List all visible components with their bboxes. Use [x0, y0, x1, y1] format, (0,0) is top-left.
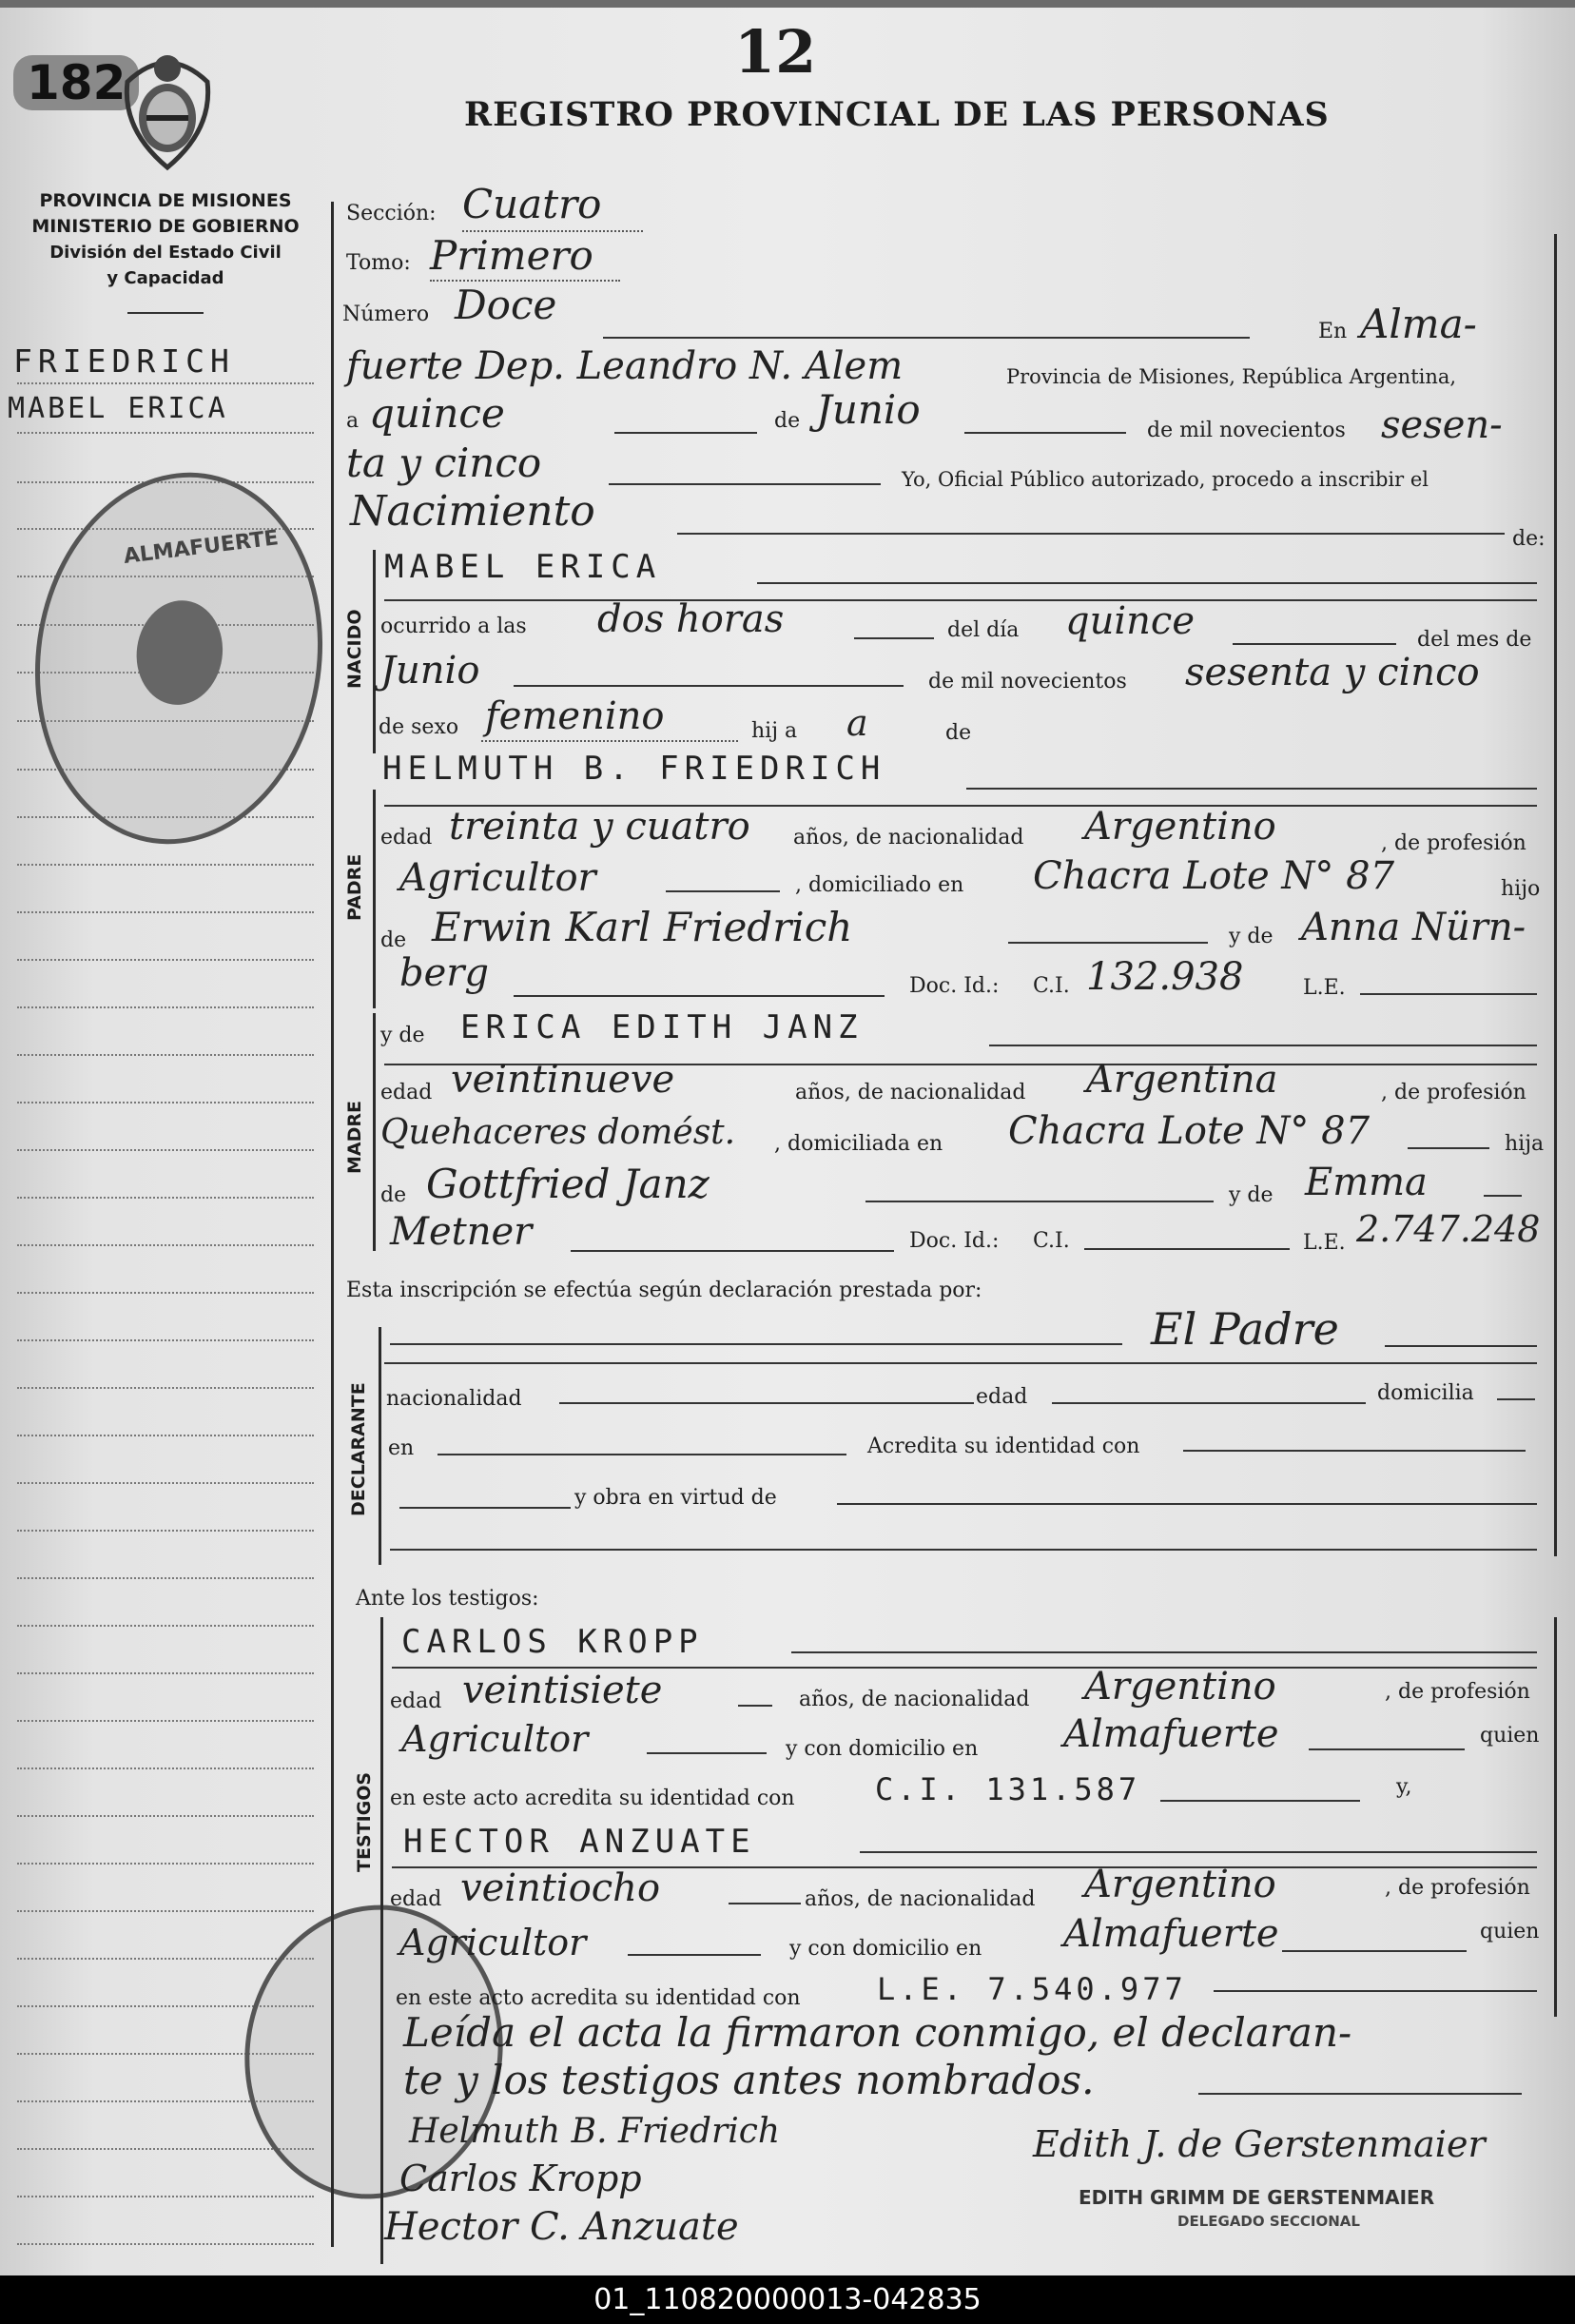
de-label-3: de	[945, 721, 972, 745]
dia-value: quince	[369, 390, 505, 437]
padre-nac-label: años, de nacionalidad	[793, 826, 1024, 850]
section-label-declarante: DECLARANTE	[348, 1382, 369, 1516]
t1-profesion: Agricultor	[401, 1718, 589, 1760]
anio-line-1: sesen-	[1381, 403, 1503, 447]
de-mil-label: de mil novecientos	[1147, 419, 1346, 442]
padre-doc-label: Doc. Id.:	[909, 974, 1000, 998]
anio-nac-value: sesenta y cinco	[1185, 651, 1480, 694]
page-title: REGISTRO PROVINCIAL DE LAS PERSONAS	[464, 95, 1330, 134]
decl-dom-label: domicilia	[1377, 1381, 1474, 1405]
t1-edad: veintisiete	[462, 1669, 663, 1712]
declaracion-label: Esta inscripción se efectúa según declaración prestada por:	[346, 1279, 982, 1302]
signature-oficial: Edith J. de Gerstenmaier	[1033, 2123, 1486, 2165]
tomo-value: Primero	[430, 232, 593, 279]
padre-dom-label: , domiciliado en	[795, 873, 964, 897]
padre-edad-label: edad	[380, 826, 433, 850]
signature-padre: Helmuth B. Friedrich	[409, 2112, 781, 2151]
madre-le-label: L.E.	[1303, 1231, 1346, 1255]
madre-nombre: ERICA EDITH JANZ	[460, 1008, 864, 1046]
signature-testigo-1: Carlos Kropp	[399, 2158, 642, 2199]
page-number: 12	[734, 17, 817, 87]
t1-edad-label: edad	[390, 1689, 442, 1713]
madre-ci-label: C.I.	[1033, 1229, 1070, 1253]
t1-nacionalidad: Argentino	[1084, 1665, 1276, 1709]
acto-value: Nacimiento	[350, 487, 595, 536]
closing-line-2: te y los testigos antes nombrados.	[403, 2057, 1095, 2103]
t2-domicilio: Almafuerte	[1063, 1912, 1279, 1956]
madre-nacionalidad: Argentina	[1086, 1058, 1278, 1102]
de-mil-label-2: de mil novecientos	[928, 670, 1127, 693]
sexo-value: femenino	[485, 694, 665, 738]
hij-letter: a	[846, 702, 868, 744]
madre-madre-1: Emma	[1305, 1161, 1428, 1204]
margin-given-names: MABEL ERICA	[8, 392, 228, 425]
numero-value: Doce	[455, 282, 557, 328]
official-seal-title: DELEGADO SECCIONAL	[1177, 2213, 1360, 2230]
padre-madre-2: berg	[399, 951, 490, 995]
t2-prof-label: , de profesión	[1385, 1876, 1530, 1900]
ministry-label: MINISTERIO DE GOBIERNO	[31, 216, 300, 237]
madre-madre-2: Metner	[390, 1210, 533, 1254]
province-heading	[17, 188, 314, 291]
a-label: a	[346, 409, 360, 433]
t2-quien-label: quien	[1480, 1920, 1540, 1943]
testigo2-nombre: HECTOR ANZUATE	[403, 1823, 756, 1861]
coat-of-arms-icon	[118, 44, 217, 179]
mes-value: Junio	[816, 386, 921, 433]
seccion-value: Cuatro	[462, 181, 602, 227]
margin-surname: FRIEDRICH	[13, 342, 235, 380]
division-label-2: y Capacidad	[107, 268, 224, 288]
del-mes-label: del mes de	[1417, 628, 1532, 652]
padre-hijo-label: hijo	[1501, 877, 1541, 901]
madre-padre: Gottfried Janz	[426, 1161, 710, 1207]
t2-dom-label: y con domicilio en	[789, 1937, 982, 1961]
image-id-footer: 01_110820000013-042835	[0, 2275, 1575, 2324]
official-seal-name: EDITH GRIMM DE GERSTENMAIER	[1079, 2186, 1435, 2209]
decl-en-label-visible: en	[388, 1436, 415, 1460]
lugar-line-1: Alma-	[1360, 301, 1477, 347]
padre-profesion: Agricultor	[399, 856, 596, 900]
t1-nac-label: años, de nacionalidad	[799, 1688, 1030, 1711]
declarante-value: El Padre	[1151, 1303, 1339, 1355]
sexo-label: de sexo	[379, 715, 459, 739]
section-label-padre: PADRE	[344, 853, 365, 921]
t2-edad-label: edad	[390, 1887, 442, 1911]
madre-prof-label: , de profesión	[1381, 1081, 1526, 1104]
de-colon-label: de:	[1512, 527, 1546, 551]
t1-doc: C.I. 131.587	[875, 1771, 1141, 1807]
nacido-nombre: MABEL ERICA	[384, 548, 662, 586]
stamp-emblem-icon	[130, 595, 229, 710]
t1-quien-label: quien	[1480, 1724, 1540, 1748]
t1-acto-label: en este acto acredita su identidad con	[390, 1787, 795, 1810]
dia-nac-value: quince	[1065, 599, 1195, 643]
ante-label: Ante los testigos:	[356, 1587, 539, 1611]
numero-label: Número	[342, 303, 430, 326]
closing-line-1: Leída el acta la firmaron conmigo, el declaran-	[403, 2009, 1352, 2056]
madre-dom-label: , domiciliada en	[774, 1132, 943, 1156]
padre-y-de-label: y de	[1229, 925, 1274, 948]
padre-nacionalidad: Argentino	[1084, 805, 1276, 849]
corner-number: 182	[13, 55, 139, 110]
en-label: En	[1318, 320, 1348, 343]
padre-ci: 132.938	[1086, 955, 1244, 999]
madre-de-label: de	[380, 1183, 407, 1207]
padre-nombre: HELMUTH B. FRIEDRICH	[382, 750, 886, 788]
registry-stamp	[11, 454, 346, 863]
division-label: División del Estado Civil	[49, 243, 282, 263]
decl-nac-label: nacionalidad	[386, 1387, 522, 1411]
t1-prof-label: , de profesión	[1385, 1680, 1530, 1704]
decl-acredita-label: Acredita su identidad con	[867, 1435, 1140, 1458]
t2-doc: L.E. 7.540.977	[877, 1971, 1187, 2007]
madre-nac-label: años, de nacionalidad	[795, 1081, 1026, 1104]
de-label: de	[774, 409, 801, 433]
seccion-label: Sección:	[346, 202, 437, 225]
section-label-madre: MADRE	[344, 1101, 365, 1174]
padre-prof-label: , de profesión	[1381, 831, 1526, 855]
decl-edad-label: edad	[976, 1385, 1028, 1409]
padre-madre-1: Anna Nürn-	[1301, 906, 1526, 949]
t1-dom-label: y con domicilio en	[786, 1737, 979, 1761]
madre-y-de-label-2: y de	[1229, 1183, 1274, 1207]
decl-obra-label: y obra en virtud de	[574, 1486, 777, 1510]
padre-le-label: L.E.	[1303, 976, 1346, 1000]
anio-line-2: ta y cinco	[346, 439, 542, 486]
del-dia-label: del día	[947, 618, 1020, 642]
padre-domicilio: Chacra Lote N° 87	[1033, 854, 1395, 898]
section-label-nacido: NACIDO	[344, 609, 365, 689]
hij-label: hij a	[751, 719, 798, 743]
stamp-text: ALMAFUERTE	[122, 526, 281, 570]
signature-testigo-2: Hector C. Anzuate	[384, 2205, 739, 2249]
ocurrido-label: ocurrido a las	[380, 615, 527, 638]
madre-domicilio: Chacra Lote N° 87	[1008, 1109, 1371, 1153]
padre-ci-label: C.I.	[1033, 974, 1070, 998]
t2-nacionalidad: Argentino	[1084, 1863, 1276, 1906]
testigo1-nombre: CARLOS KROPP	[401, 1623, 704, 1661]
t2-acto-label: en este acto acredita su identidad con	[396, 1986, 801, 2010]
t1-domicilio: Almafuerte	[1063, 1712, 1279, 1756]
madre-hija-label: hija	[1505, 1132, 1545, 1156]
hora-value: dos horas	[597, 597, 785, 641]
padre-edad: treinta y cuatro	[449, 805, 750, 849]
provincia-label: Provincia de Misiones, República Argentina,	[1006, 365, 1457, 388]
t2-profesion: Agricultor	[399, 1922, 587, 1963]
province-label: PROVINCIA DE MISIONES	[39, 190, 292, 211]
yo-oficial-label: Yo, Oficial Público autorizado, procedo a inscribir el	[902, 468, 1429, 491]
t2-nac-label: años, de nacionalidad	[805, 1887, 1036, 1911]
madre-y-de-label: y de	[380, 1024, 425, 1047]
madre-edad: veintinueve	[451, 1058, 675, 1102]
madre-edad-label: edad	[380, 1081, 433, 1104]
tomo-label: Tomo:	[346, 251, 411, 275]
lugar-line-2: fuerte Dep. Leandro N. Alem	[346, 344, 904, 388]
t1-y-label: y,	[1396, 1775, 1412, 1799]
madre-le: 2.747.248	[1356, 1208, 1541, 1250]
padre-padre: Erwin Karl Friedrich	[432, 904, 853, 950]
section-label-testigos: TESTIGOS	[354, 1771, 375, 1872]
madre-doc-label: Doc. Id.:	[909, 1229, 1000, 1253]
mes-nac-value: Junio	[380, 649, 480, 693]
madre-profesion: Quehaceres domést.	[380, 1113, 736, 1152]
t2-edad: veintiocho	[460, 1866, 661, 1910]
padre-de-label: de	[380, 928, 407, 952]
